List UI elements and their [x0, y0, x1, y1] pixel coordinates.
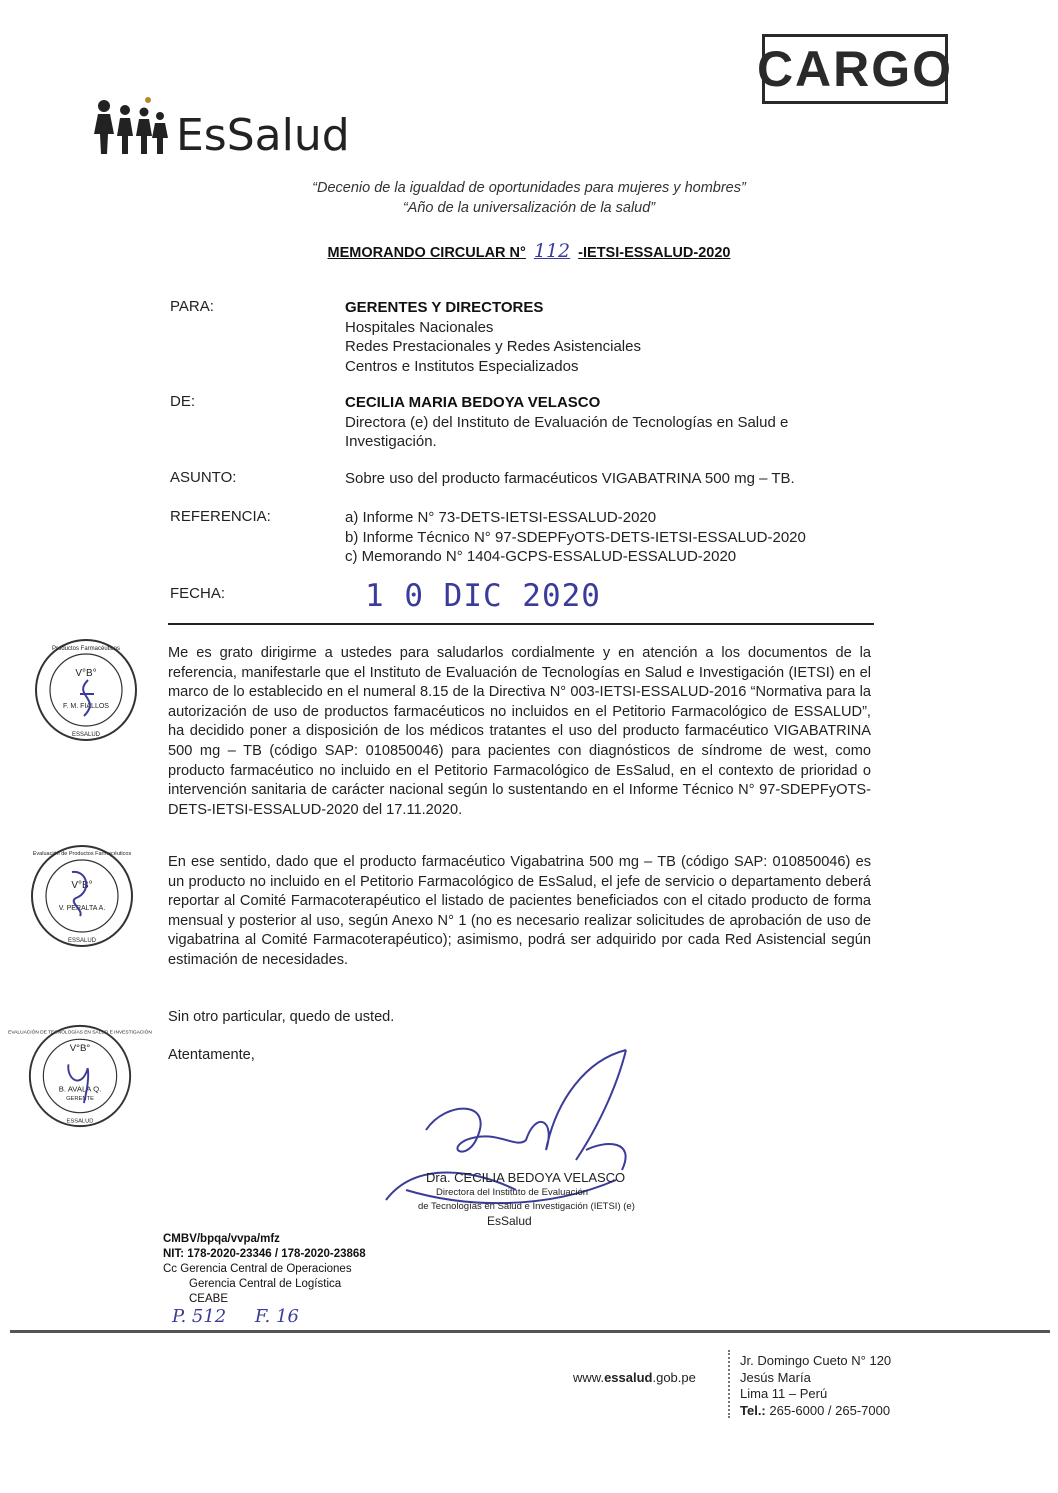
para-line-1: Hospitales Nacionales	[345, 318, 494, 336]
cc-line-3: CEABE	[189, 1293, 228, 1305]
address-line-3: Lima 11 – Perú	[740, 1386, 828, 1401]
website-domain: essalud	[604, 1370, 653, 1385]
address-line-2: Jesús María	[740, 1369, 811, 1385]
para-value	[345, 298, 641, 376]
signer-title-line-1: Directora del Instituto de Evaluación	[436, 1187, 589, 1198]
para-line-3: Centros e Institutos Especializados	[345, 357, 579, 375]
logo-wordmark: EsSalud	[176, 110, 350, 161]
website-suffix: .gob.pe	[652, 1370, 696, 1385]
memo-title-prefix: MEMORANDO CIRCULAR N°	[327, 245, 526, 261]
seal-2-top-text: Evaluación de Productos Farmacéuticos	[32, 851, 132, 857]
signer-name: Dra. CECILIA BEDOYA VELASCO	[426, 1170, 626, 1185]
para-line-2: Redes Prestacionales y Redes Asistenciales	[345, 338, 641, 355]
website-prefix: www.	[573, 1370, 605, 1385]
motto-line-1: “Decenio de la igualdad de oportunidades para mujeres y hombres”	[312, 180, 746, 196]
header-divider	[168, 623, 874, 625]
closing-line: Sin otro particular, quedo de usted.	[168, 1009, 395, 1025]
seal-1-initial-icon	[80, 680, 94, 716]
de-value	[345, 393, 788, 452]
de-line-0: CECILIA MARIA BEDOYA VELASCO	[345, 394, 601, 411]
website	[573, 1370, 696, 1385]
signer-org: EsSalud	[487, 1214, 532, 1228]
family-figures-icon	[92, 96, 172, 158]
seal-3-top-text: EVALUACIÓN DE TECNOLOGÍAS EN SALUD E INVESTIGACIÓN	[8, 1030, 152, 1036]
address-block	[740, 1353, 891, 1419]
de-line-2: Investigación.	[345, 433, 437, 450]
seal-1-bottom-text: ESSALUD	[71, 732, 101, 738]
referencia-label: REFERENCIA:	[170, 508, 271, 525]
tel-value: 265-6000 / 265-7000	[765, 1402, 891, 1418]
asunto-value: Sobre uso del producto farmacéuticos VIGABATRINA 500 mg – TB.	[345, 470, 795, 487]
seal-3-vb: V°B°	[69, 1042, 91, 1054]
cc-line-1: Cc Gerencia Central de Operaciones	[163, 1263, 352, 1275]
atentamente: Atentamente,	[168, 1047, 255, 1063]
seal-2-vb: V°B°	[71, 880, 93, 891]
de-line-1: Directora (e) del Instituto de Evaluación de Tecnologías en Salud e	[345, 413, 789, 431]
approval-seal-3	[8, 1022, 152, 1130]
seal-3-bottom-text: ESSALUD	[66, 1118, 94, 1125]
initials: CMBV/bpqa/vvpa/mfz	[163, 1233, 280, 1245]
date-stamp: 1 0 DIC 2020	[365, 578, 601, 614]
motto-line-2: “Año de la universalización de la salud”	[402, 200, 656, 216]
tel-label: Tel.:	[740, 1402, 766, 1418]
approval-seal-2	[28, 842, 136, 950]
referencia-b: b) Informe Técnico N° 97-SDEPFyOTS-DETS-IETSI-ESSALUD-2020	[345, 528, 806, 546]
memo-number-handwritten: 112	[533, 240, 571, 262]
de-label: DE:	[170, 393, 196, 410]
seal-2-name: V. PERALTA A.	[58, 905, 106, 912]
handwritten-folio-note: P. 512 F. 16	[172, 1306, 299, 1327]
para-line-0: GERENTES Y DIRECTORES	[345, 299, 544, 316]
essalud-logo	[92, 96, 350, 161]
address-line-1: Jr. Domingo Cueto N° 120	[740, 1353, 892, 1368]
seal-2-bottom-text: ESSALUD	[67, 938, 97, 944]
referencia-value	[345, 508, 806, 567]
address-divider	[728, 1350, 730, 1418]
asunto-label: ASUNTO:	[170, 469, 237, 486]
seal-3-name: B. AVALA Q.	[58, 1084, 102, 1094]
nit-line: NIT: 178-2020-23346 / 178-2020-23868	[163, 1248, 366, 1260]
seal-1-top-text: Productos Farmacéuticos	[51, 646, 121, 652]
referencia-c: c) Memorando N° 1404-GCPS-ESSALUD-ESSALUD-2020	[345, 548, 737, 565]
cargo-stamp: CARGO	[762, 34, 948, 104]
fecha-label: FECHA:	[170, 585, 226, 602]
memo-title	[0, 240, 1058, 262]
seal-3-role: GERENTE	[66, 1096, 94, 1103]
memo-title-suffix: -IETSI-ESSALUD-2020	[578, 245, 731, 261]
approval-seal-1	[32, 636, 140, 744]
body-paragraph-2: En ese sentido, dado que el producto farmacéutico Vigabatrina 500 mg – TB (código SAP: 010850046) es un producto no incluido en el Petitorio Farmacológico de EsSalud, el jefe de servicio o departamento deberá reportar al Comité Farmacoterapéutico el listado de pacientes beneficiados con el citado producto de forma mensual y posterior al uso, según Anexo N° 1 (no es necesario realizar solicitudes de aprobación de uso de vigabatrina al Comité Farmacoterapéutico); asimismo, podrá ser adquirido por cada Red Asistencial según estimación de necesidades.	[168, 854, 871, 968]
referencia-a: a) Informe N° 73-DETS-IETSI-ESSALUD-2020	[345, 509, 657, 526]
seal-1-vb: V°B°	[75, 668, 97, 679]
body-paragraph-1: Me es grato dirigirme a ustedes para saludarlos cordialmente y en atención a los documentos de la referencia, manifestarle que el Instituto de Evaluación de Tecnologías en Salud e Investigación (IETSI) en el marco de lo establecido en el numeral 8.15 de la Directiva N° 003-IETSI-ESSALUD-2016 “Normativa para la autorización de uso de productos farmacéuticos no incluidos en el Petitorio Farmacológico de ESSALUD”, ha decidido poner a disposición de los médicos tratantes el uso del producto farmacéutico VIGABATRINA 500 mg – TB (código SAP: 010850046) para pacientes con diagnósticos de síndrome de west, como producto farmacéutico no incluido en el Petitorio Farmacológico de EsSalud, en el contexto de prioridad o intervención sanitaria de carácter nacional según lo sustentando en el Informe Técnico N° 97-SDEPFyOTS-DETS-IETSI-ESSALUD-2020 del 17.11.2020.	[168, 645, 871, 818]
reference-footer	[163, 1232, 366, 1307]
seal-1-name: F. M. FIALLOS	[63, 703, 109, 710]
footer-divider	[10, 1330, 1050, 1333]
signer-title-line-2: de Tecnologías en Salud e Investigación (IETSI) (e)	[418, 1201, 635, 1212]
para-label: PARA:	[170, 298, 214, 315]
cc-line-2: Gerencia Central de Logística	[189, 1278, 342, 1290]
